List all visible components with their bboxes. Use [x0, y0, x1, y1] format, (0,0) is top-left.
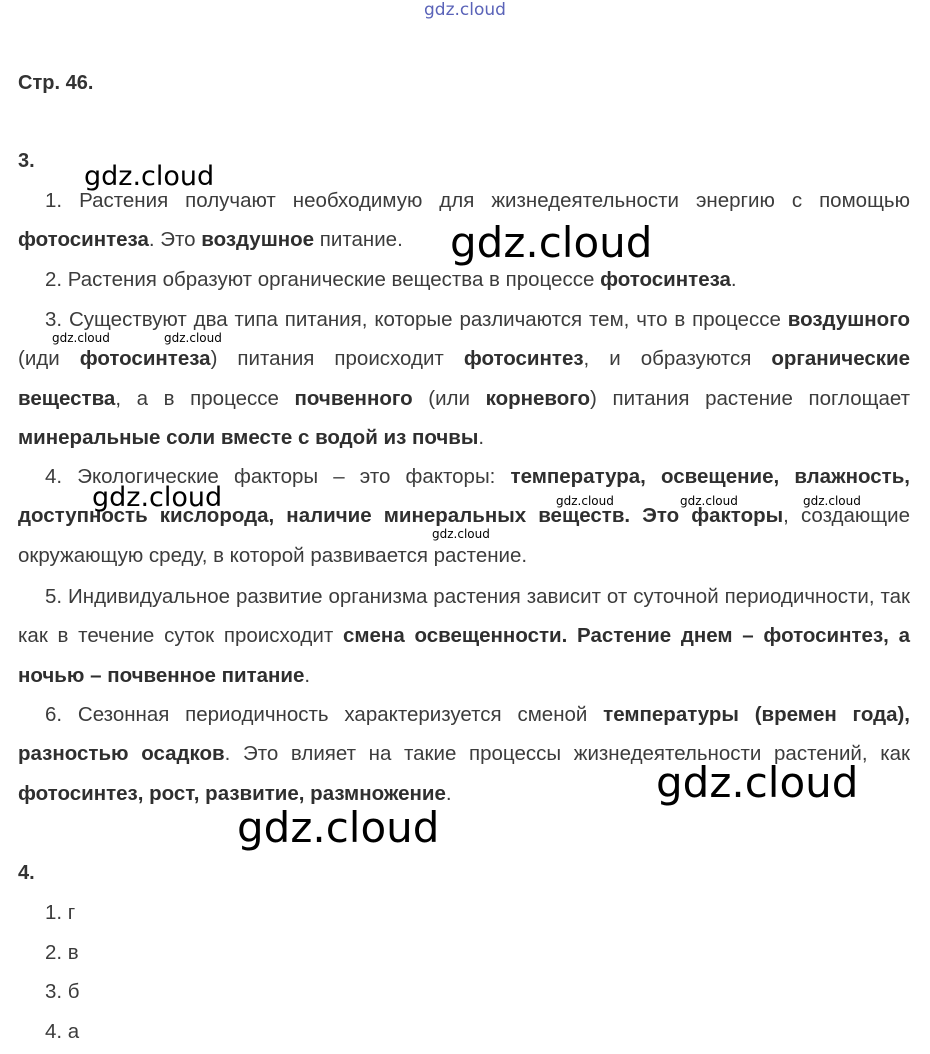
answer-4-item-4: 4. а	[45, 1020, 80, 1043]
watermark: gdz.cloud	[237, 803, 440, 852]
watermark: gdz.cloud	[680, 494, 738, 508]
watermark: gdz.cloud	[556, 494, 614, 508]
answer-4-item-1: 1. г	[45, 901, 76, 924]
watermark: gdz.cloud	[52, 331, 110, 345]
answer-3-item-3: 3. Существуют два типа питания, которые различаются тем, что в процессе воздушного (иди фотосинтеза) питания происходит фотосинтез, и образуются органические вещества, а в процессе почвенного (или корневого) питания растение поглощает минеральные соли вместе с водой из почвы.	[18, 308, 910, 449]
answer-4-item-3: 3. б	[45, 980, 80, 1003]
watermark: gdz.cloud	[656, 758, 859, 807]
answer-3-item-4: 4. Экологические факторы – это факторы: температура, освещение, влажность, доступность кислорода, наличие минеральных веществ. Это факторы, создающие окружающую среду, в которой развивается растение.	[18, 465, 910, 567]
site-watermark-top: gdz.cloud	[424, 0, 506, 20]
page-label: Стр. 46.	[18, 72, 94, 94]
watermark: gdz.cloud	[803, 494, 861, 508]
answer-3-item-5: 5. Индивидуальное развитие организма растения зависит от суточной периодичности, так как в течение суток происходит смена освещенности. Растение днем – фотосинтез, а ночью – почвенное питание.	[18, 585, 910, 687]
watermark: gdz.cloud	[164, 331, 222, 345]
section-4-number: 4.	[18, 862, 35, 884]
answer-3-item-1: 1. Растения получают необходимую для жизнедеятельности энергию с помощью фотосинтеза. Это воздушное питание.	[18, 189, 910, 252]
answer-3-item-2: 2. Растения образуют органические вещества в процессе фотосинтеза.	[45, 268, 737, 291]
answer-4-item-2: 2. в	[45, 941, 79, 964]
watermark: gdz.cloud	[84, 161, 215, 192]
watermark: gdz.cloud	[92, 482, 223, 513]
answer-3-item-6: 6. Сезонная периодичность характеризуется сменой температуры (времен года), разностью осадков. Это влияет на такие процессы жизнедеятельности растений, как фотосинтез, рост, развитие, размножение.	[18, 703, 911, 805]
section-3-number: 3.	[18, 150, 35, 172]
watermark: gdz.cloud	[450, 218, 653, 267]
watermark: gdz.cloud	[432, 527, 490, 541]
